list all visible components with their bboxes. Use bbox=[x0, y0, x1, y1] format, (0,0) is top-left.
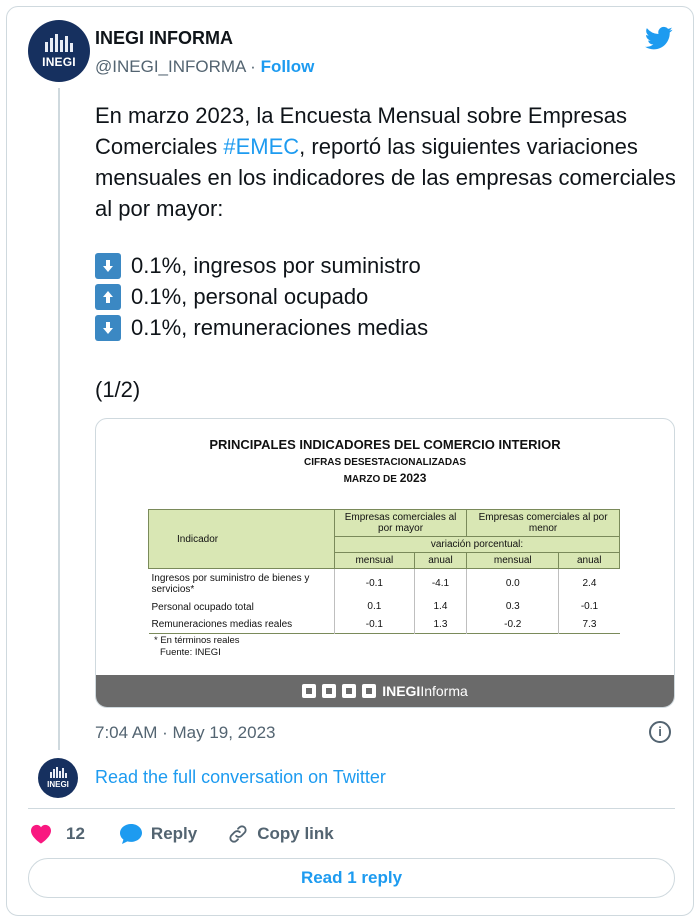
facebook-icon bbox=[302, 684, 316, 698]
subheader-cell: anual bbox=[559, 553, 620, 569]
account-handle-line bbox=[95, 57, 314, 77]
reply-bubble-icon bbox=[119, 823, 143, 845]
media-title: PRINCIPALES INDICADORES DEL COMERCIO INTERIOR bbox=[209, 437, 561, 452]
media-period bbox=[96, 471, 674, 485]
bullet-item bbox=[95, 250, 685, 281]
divider bbox=[28, 808, 675, 809]
table-cell: 1.3 bbox=[414, 615, 466, 634]
media-period-year: 2023 bbox=[399, 471, 427, 485]
likes-count: 12 bbox=[66, 824, 85, 843]
like-button[interactable] bbox=[30, 824, 85, 844]
handle-separator: · bbox=[245, 57, 261, 76]
table-cell: 0.0 bbox=[467, 569, 559, 598]
small-avatar[interactable] bbox=[38, 758, 78, 798]
inegi-logo-bars bbox=[45, 34, 73, 52]
up-arrow-icon bbox=[95, 284, 121, 310]
inegi-logo-bars-small bbox=[50, 767, 67, 778]
avatar-text: INEGI bbox=[42, 54, 76, 69]
table-cell: -0.1 bbox=[335, 615, 415, 634]
thread-line bbox=[58, 88, 60, 750]
row-label: Remuneraciones medias reales bbox=[151, 619, 293, 630]
footer-brand-bold: INEGI bbox=[382, 683, 421, 699]
bullet-text: 0.1%, ingresos por suministro bbox=[131, 253, 421, 278]
twitter-bird-icon[interactable] bbox=[642, 24, 676, 52]
table-row bbox=[149, 597, 620, 615]
tweet-text-part2: , reportó las siguientes variaciones mensuales en los indicadores de las empresas comerciales al por mayor: bbox=[95, 134, 676, 221]
bullet-text: 0.1%, remuneraciones medias bbox=[131, 315, 429, 340]
media-subtitle: CIFRAS DESESTACIONALIZADAS bbox=[303, 457, 467, 468]
follow-link[interactable]: Follow bbox=[260, 57, 315, 76]
bullet-item bbox=[95, 281, 685, 312]
table-footnote: * En términos reales bbox=[154, 635, 240, 646]
timestamp-link[interactable]: 7:04 AM · May 19, 2023 bbox=[95, 723, 276, 742]
table-cell: 2.4 bbox=[559, 569, 620, 598]
copy-link-button[interactable] bbox=[227, 823, 334, 845]
table-cell: -0.1 bbox=[559, 597, 620, 615]
table-header-row bbox=[149, 510, 620, 537]
account-name[interactable]: INEGI INFORMA bbox=[95, 28, 233, 48]
col-indicator: Indicador bbox=[149, 510, 335, 569]
bullet-item bbox=[95, 312, 685, 343]
tweet-text bbox=[95, 100, 685, 224]
youtube-icon bbox=[362, 684, 376, 698]
action-bar bbox=[30, 820, 334, 848]
down-arrow-icon bbox=[95, 315, 121, 341]
table-cell: -0.2 bbox=[467, 615, 559, 634]
info-icon[interactable]: i bbox=[649, 721, 671, 743]
table-cell: 7.3 bbox=[559, 615, 620, 634]
footer-brand bbox=[382, 683, 468, 699]
table-cell: -0.1 bbox=[335, 569, 415, 598]
row-label: Personal ocupado total bbox=[151, 602, 254, 613]
indicators-table bbox=[148, 509, 620, 634]
reply-button[interactable] bbox=[119, 823, 197, 845]
table-source: Fuente: INEGI bbox=[160, 647, 221, 658]
avatar[interactable] bbox=[28, 20, 90, 82]
down-arrow-icon bbox=[95, 253, 121, 279]
tweet-text-part1: En marzo 2023, la Encuesta Mensual sobre Empresas Comerciales bbox=[95, 103, 627, 159]
reply-label: Reply bbox=[150, 824, 198, 843]
read-replies-button[interactable]: Read 1 reply bbox=[28, 858, 675, 898]
table-cell: 1.4 bbox=[414, 597, 466, 615]
hashtag-link[interactable]: #EMEC bbox=[223, 134, 300, 159]
media-period-prefix: MARZO DE bbox=[343, 474, 400, 485]
bullet-text: 0.1%, personal ocupado bbox=[131, 284, 369, 309]
instagram-icon bbox=[322, 684, 336, 698]
media-footer-bar bbox=[96, 675, 674, 707]
variation-label: variación porcentual: bbox=[335, 537, 620, 553]
table-cell: 0.3 bbox=[467, 597, 559, 615]
link-icon bbox=[227, 823, 249, 845]
table-cell: -4.1 bbox=[414, 569, 466, 598]
subheader-cell: mensual bbox=[467, 553, 559, 569]
subheader-cell: mensual bbox=[335, 553, 415, 569]
heart-icon bbox=[30, 824, 52, 844]
table-row bbox=[149, 615, 620, 634]
subheader-cell: anual bbox=[414, 553, 466, 569]
group-menor: Empresas comerciales al por menor bbox=[467, 510, 620, 537]
table-cell: 0.1 bbox=[335, 597, 415, 615]
media-image[interactable] bbox=[95, 418, 675, 708]
small-avatar-text: INEGI bbox=[47, 780, 69, 789]
table-row bbox=[149, 569, 620, 598]
bullet-list bbox=[95, 250, 685, 343]
thread-counter: (1/2) bbox=[95, 377, 141, 402]
twitter-icon bbox=[342, 684, 356, 698]
read-conversation-link[interactable]: Read the full conversation on Twitter bbox=[95, 767, 386, 787]
footer-brand-rest: Informa bbox=[420, 683, 468, 699]
copy-link-label: Copy link bbox=[257, 824, 334, 843]
account-handle[interactable]: @INEGI_INFORMA bbox=[95, 57, 246, 76]
row-label: Ingresos por suministro de bienes y servicios* bbox=[151, 573, 310, 595]
group-mayor: Empresas comerciales al por mayor bbox=[335, 510, 467, 537]
